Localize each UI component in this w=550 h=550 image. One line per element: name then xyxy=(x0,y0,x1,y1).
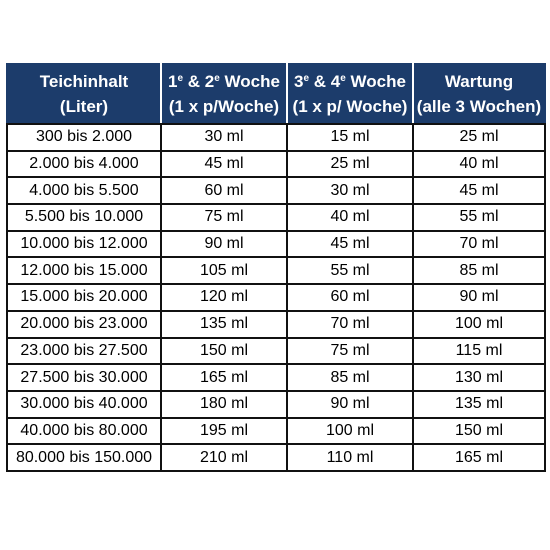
cell-week-3-4-dose: 75 ml xyxy=(287,338,413,365)
cell-maintenance-dose: 135 ml xyxy=(413,391,545,418)
cell-week-1-2-dose: 105 ml xyxy=(161,257,287,284)
table-row xyxy=(7,364,545,391)
header-week-1-2-rest: Woche xyxy=(219,72,280,91)
table-row xyxy=(7,418,545,445)
cell-week-3-4-dose: 70 ml xyxy=(287,311,413,338)
header-maintenance-frequency: (alle 3 Wochen) xyxy=(416,97,542,116)
cell-pond-volume: 80.000 bis 150.000 xyxy=(7,444,161,471)
table-row xyxy=(7,311,545,338)
cell-maintenance-dose: 70 ml xyxy=(413,231,545,258)
cell-week-1-2-dose: 195 ml xyxy=(161,418,287,445)
header-week-3-4-sup2: e xyxy=(340,73,346,84)
header-week-1-2-sup2: e xyxy=(214,73,220,84)
header-pond-volume-title: Teichinhalt xyxy=(39,72,129,91)
header-week-3-4-n1: 3 xyxy=(294,72,304,91)
cell-pond-volume: 27.500 bis 30.000 xyxy=(7,364,161,391)
header-week-1-2-n2: 2 xyxy=(204,72,215,91)
header-week-3-4-rest: Woche xyxy=(345,72,406,91)
cell-week-1-2-dose: 150 ml xyxy=(161,338,287,365)
cell-pond-volume: 4.000 bis 5.500 xyxy=(7,177,161,204)
dosage-table xyxy=(6,63,546,472)
table-row xyxy=(7,204,545,231)
cell-week-1-2-dose: 60 ml xyxy=(161,177,287,204)
cell-week-3-4-dose: 45 ml xyxy=(287,231,413,258)
header-week-1-2-mid: & xyxy=(183,72,205,91)
cell-week-1-2-dose: 120 ml xyxy=(161,284,287,311)
cell-week-3-4-dose: 110 ml xyxy=(287,444,413,471)
cell-week-1-2-dose: 180 ml xyxy=(161,391,287,418)
cell-week-1-2-dose: 90 ml xyxy=(161,231,287,258)
cell-maintenance-dose: 45 ml xyxy=(413,177,545,204)
cell-week-3-4-dose: 85 ml xyxy=(287,364,413,391)
table-body xyxy=(7,124,545,471)
cell-week-3-4-dose: 30 ml xyxy=(287,177,413,204)
cell-pond-volume: 12.000 bis 15.000 xyxy=(7,257,161,284)
cell-pond-volume: 23.000 bis 27.500 xyxy=(7,338,161,365)
cell-pond-volume: 30.000 bis 40.000 xyxy=(7,391,161,418)
header-week-1-2-frequency: (1 x p/Woche) xyxy=(168,97,280,116)
table-row xyxy=(7,257,545,284)
cell-pond-volume: 5.500 bis 10.000 xyxy=(7,204,161,231)
cell-week-3-4-dose: 60 ml xyxy=(287,284,413,311)
cell-maintenance-dose: 165 ml xyxy=(413,444,545,471)
cell-maintenance-dose: 100 ml xyxy=(413,311,545,338)
cell-week-1-2-dose: 75 ml xyxy=(161,204,287,231)
table-row xyxy=(7,151,545,178)
cell-pond-volume: 300 bis 2.000 xyxy=(7,124,161,151)
cell-week-1-2-dose: 45 ml xyxy=(161,151,287,178)
cell-week-1-2-dose: 165 ml xyxy=(161,364,287,391)
table-row xyxy=(7,284,545,311)
cell-maintenance-dose: 25 ml xyxy=(413,124,545,151)
cell-week-3-4-dose: 55 ml xyxy=(287,257,413,284)
table-row xyxy=(7,124,545,151)
header-week-3-4-title xyxy=(288,69,412,94)
header-week-1-2-sup1: e xyxy=(177,73,184,84)
cell-maintenance-dose: 55 ml xyxy=(413,204,545,231)
cell-week-3-4-dose: 90 ml xyxy=(287,391,413,418)
cell-maintenance-dose: 115 ml xyxy=(413,338,545,365)
cell-pond-volume: 15.000 bis 20.000 xyxy=(7,284,161,311)
header-week-3-4-sup1: e xyxy=(303,73,310,84)
header-week-3-4-n2: 4 xyxy=(330,72,341,91)
cell-pond-volume: 20.000 bis 23.000 xyxy=(7,311,161,338)
cell-week-3-4-dose: 15 ml xyxy=(287,124,413,151)
cell-week-3-4-dose: 100 ml xyxy=(287,418,413,445)
table-row xyxy=(7,391,545,418)
header-week-3-4 xyxy=(287,64,413,124)
cell-maintenance-dose: 90 ml xyxy=(413,284,545,311)
table-row xyxy=(7,338,545,365)
header-week-1-2-n1: 1 xyxy=(168,72,178,91)
cell-maintenance-dose: 40 ml xyxy=(413,151,545,178)
header-week-3-4-mid: & xyxy=(309,72,331,91)
cell-week-1-2-dose: 30 ml xyxy=(161,124,287,151)
header-maintenance xyxy=(413,64,545,124)
cell-pond-volume: 10.000 bis 12.000 xyxy=(7,231,161,258)
cell-week-3-4-dose: 25 ml xyxy=(287,151,413,178)
table-header xyxy=(7,64,545,124)
cell-week-3-4-dose: 40 ml xyxy=(287,204,413,231)
table-row xyxy=(7,231,545,258)
header-pond-volume xyxy=(7,64,161,124)
cell-maintenance-dose: 130 ml xyxy=(413,364,545,391)
header-maintenance-title: Wartung xyxy=(444,72,514,91)
header-row xyxy=(7,64,545,124)
table-row xyxy=(7,177,545,204)
header-week-1-2 xyxy=(161,64,287,124)
cell-week-1-2-dose: 135 ml xyxy=(161,311,287,338)
header-pond-volume-unit: (Liter) xyxy=(59,97,109,116)
table-row xyxy=(7,444,545,471)
cell-pond-volume: 40.000 bis 80.000 xyxy=(7,418,161,445)
cell-maintenance-dose: 85 ml xyxy=(413,257,545,284)
header-week-1-2-title xyxy=(162,69,286,94)
cell-pond-volume: 2.000 bis 4.000 xyxy=(7,151,161,178)
cell-week-1-2-dose: 210 ml xyxy=(161,444,287,471)
cell-maintenance-dose: 150 ml xyxy=(413,418,545,445)
header-week-3-4-frequency: (1 x p/ Woche) xyxy=(292,97,408,116)
